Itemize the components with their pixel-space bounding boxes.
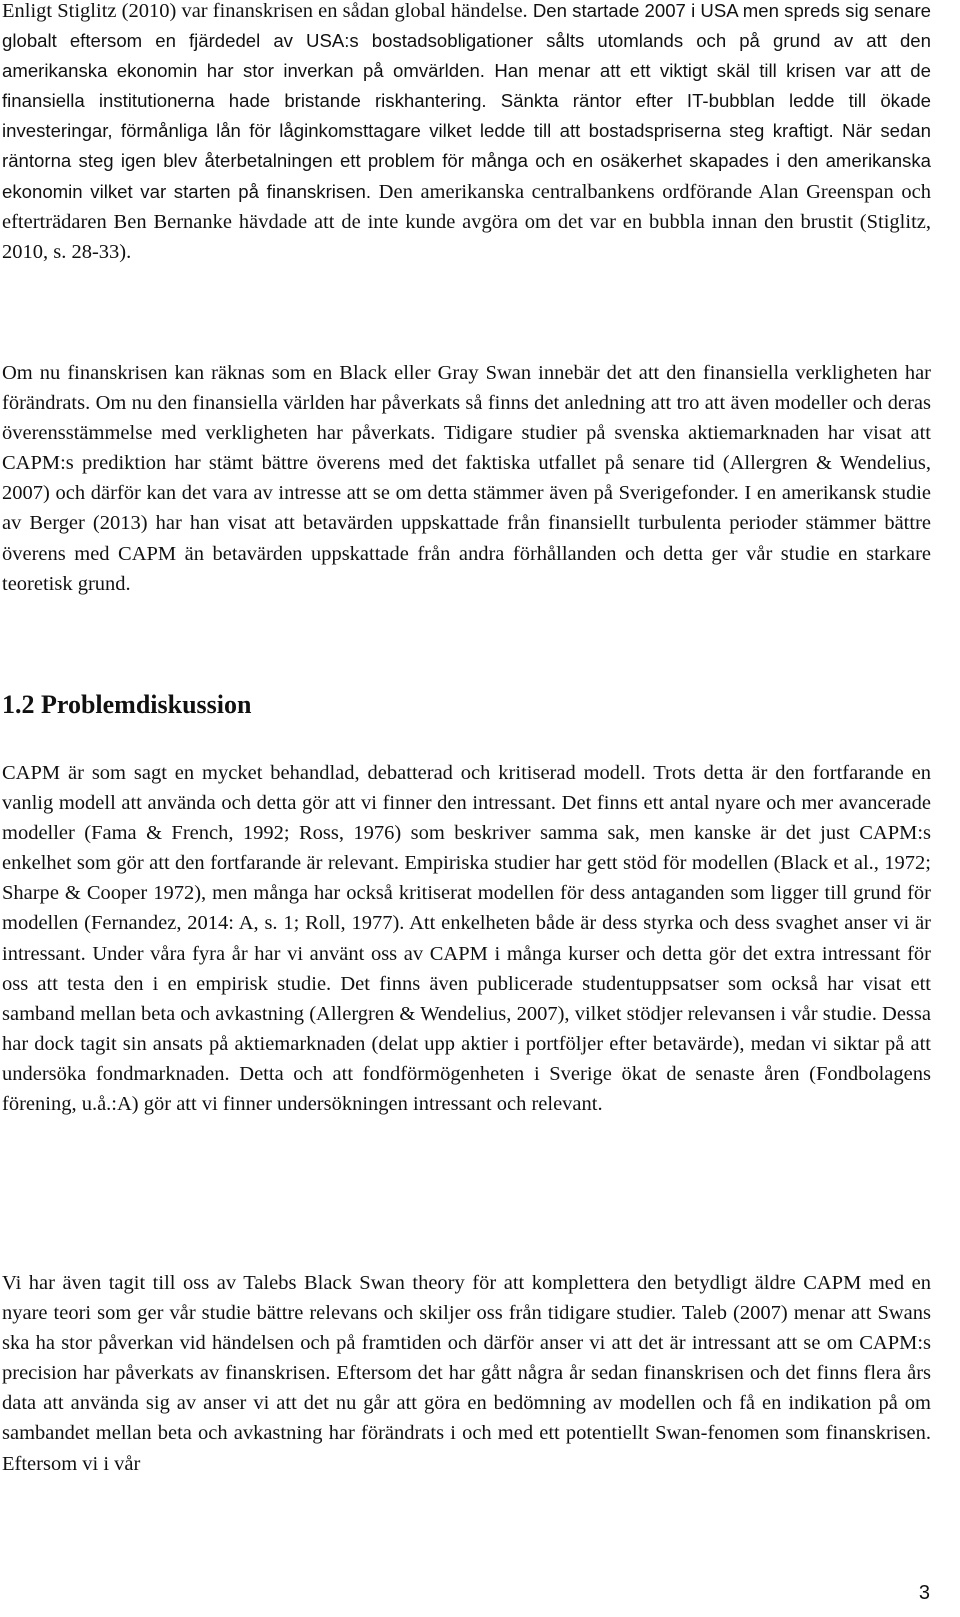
paragraph-1-part-c: Den amerikanska centralbankens ordförande Alan Greenspan och efterträdaren Ben Bernanke hävdade att de inte kunde avgöra om det var en bubbla innan den brustit (Stiglitz, 2010, s. 28-33). xyxy=(2,180,931,263)
paragraph-capm-discussion: CAPM är som sagt en mycket behandlad, debatterad och kritiserad modell. Trots detta är den fortfarande en vanlig modell att använda och detta gör att vi finner den intressant. Det finns ett antal nyare och mer avancerade modeller (Fama & French, 1992; Ross, 1976) som beskriver samma sak, men kanske är det just CAPM:s enkelhet som gör att den fortfarande är relevant. Empiriska studier har gett stöd för modellen (Black et al., 1972; Sharpe & Cooper 1972), men många har också kritiserat modellen för dess antaganden som ligger till grund för modellen (Fernandez, 2014: A, s. 1; Roll, 1977). Att enkelheten både är dess styrka och dess svaghet anser vi är intressant. Under våra fyra år har vi använt oss av CAPM i många kurser och detta gör det extra intressant för oss att testa den i en empirisk studie. Det finns även publicerade studentuppsatser som också har visat ett samband mellan beta och avkastning (Allergren & Wendelius, 2007), vilket stödjer relevansen i vår studie. Dessa har dock tagit sin ansats på aktiemarknaden (delat upp aktier i portföljer efter betavärde), medan vi siktar på att undersöka fondmarknaden. Detta och att fondförmögenheten i Sverige ökat de senaste åren (Fondbolagens förening, u.å.:A) gör att vi finner undersökningen intressant och relevant. xyxy=(2,762,931,1116)
paragraph-intro-finanskrisen xyxy=(2,0,931,267)
paragraph-taleb-black-swan: Vi har även tagit till oss av Talebs Black Swan theory för att komplettera den betydligt äldre CAPM med en nyare teori som ger vår studie bättre relevans och skiljer oss från tidigare studier. Taleb (2007) menar att Swans ska ha stor påverkan vid händelsen och på framtiden och därför anser vi att det är intressant att se om CAPM:s precision har påverkats av finanskrisen. Eftersom det har gått några år sedan finanskrisen och det finns flera års data att använda sig av anser vi att det nu går att göra en bedömning av modellen och få en indikation på om sambandet mellan beta och avkastning har förändrats i och med ett potentiellt Swan-fenomen som finanskrisen. Eftersom vi i vår xyxy=(2,1272,931,1475)
section-heading-problemdiskussion: 1.2 Problemdiskussion xyxy=(2,690,252,719)
paragraph-1-part-b: Den startade 2007 i USA men spreds sig senare globalt eftersom en fjärdedel av USA:s bostadsobligationer sålts utomlands och på grund av att den amerikanska ekonomin har stor inverkan på omvärlden. Han menar att ett viktigt skäl till krisen var att de finansiella institutionerna hade bristande riskhantering. Sänkta räntor efter IT-bubblan ledde till ökade investeringar, förmånliga lån för låginkomsttagare vilket ledde till att bostadspriserna steg kraftigt. När sedan räntorna steg igen blev återbetalningen ett problem för många och en osäkerhet skapades i den amerikanska ekonomin vilket var starten på finanskrisen. xyxy=(2,0,931,202)
paragraph-black-gray-swan: Om nu finanskrisen kan räknas som en Black eller Gray Swan innebär det att den finansiella verkligheten har förändrats. Om nu den finansiella världen har påverkats så finns det anledning att tro att även modeller och deras överensstämmelse med verkligheten har påverkats. Tidigare studier på svenska aktiemarknaden har visat att CAPM:s prediktion har stämt bättre överens med det faktiska utfallet på senare tid (Allergren & Wendelius, 2007) och därför kan det vara av intresse att se om detta stämmer även på Sverigefonder. I en amerikansk studie av Berger (2013) har han visat att betavärden uppskattade från finansiellt turbulenta perioder stämmer bättre överens med CAPM än betavärden uppskattade från andra förhållanden och detta ger vår studie en starkare teoretisk grund. xyxy=(2,362,931,595)
page-number: 3 xyxy=(918,1582,930,1604)
paragraph-1-part-a: Enligt Stiglitz (2010) var finanskrisen en sådan global händelse. xyxy=(2,0,528,22)
